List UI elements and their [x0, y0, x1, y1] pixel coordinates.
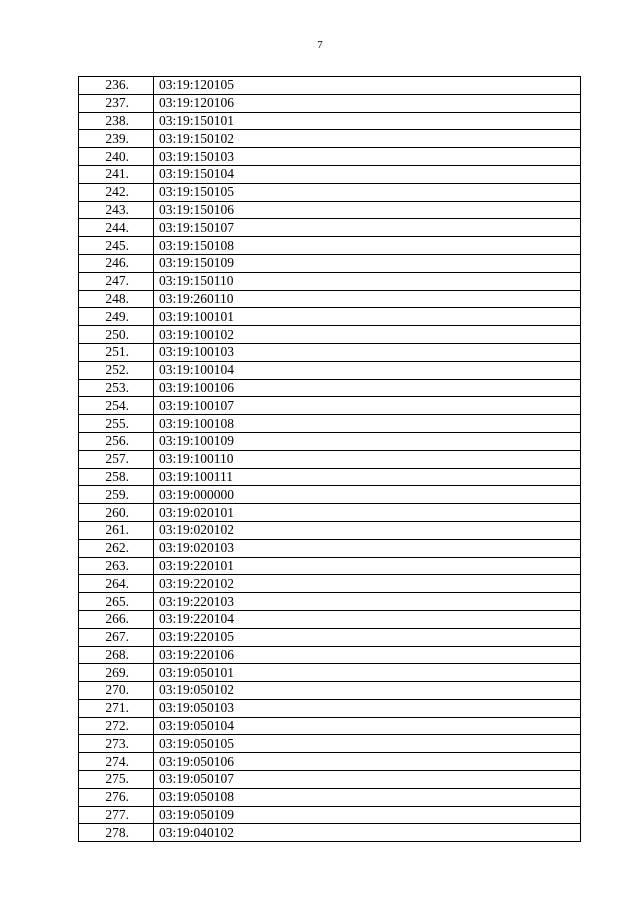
- table-row: [79, 664, 581, 682]
- cadastral-code-cell: 03:19:020103: [154, 539, 581, 557]
- cadastral-code-cell: 03:19:100107: [154, 397, 581, 415]
- row-number-cell: 250.: [79, 326, 154, 344]
- cadastral-code-cell: 03:19:150102: [154, 130, 581, 148]
- row-number-cell: 241.: [79, 165, 154, 183]
- table-row: [79, 254, 581, 272]
- row-number-cell: 249.: [79, 308, 154, 326]
- row-number-cell: 247.: [79, 272, 154, 290]
- row-number-cell: 248.: [79, 290, 154, 308]
- row-number-cell: 269.: [79, 664, 154, 682]
- cadastral-code-cell: 03:19:220101: [154, 557, 581, 575]
- cadastral-code-cell: 03:19:100111: [154, 468, 581, 486]
- row-number-cell: 262.: [79, 539, 154, 557]
- cadastral-code-cell: 03:19:050103: [154, 699, 581, 717]
- table-row: [79, 112, 581, 130]
- table-row: [79, 539, 581, 557]
- table-body: [79, 77, 581, 842]
- table-row: [79, 183, 581, 201]
- row-number-cell: 242.: [79, 183, 154, 201]
- cadastral-code-cell: 03:19:100108: [154, 415, 581, 433]
- cadastral-code-cell: 03:19:050108: [154, 788, 581, 806]
- cadastral-code-cell: 03:19:100106: [154, 379, 581, 397]
- cadastral-code-cell: 03:19:050102: [154, 682, 581, 700]
- cadastral-code-cell: 03:19:120105: [154, 77, 581, 95]
- table-row: [79, 593, 581, 611]
- cadastral-code-cell: 03:19:020101: [154, 504, 581, 522]
- cadastral-code-cell: 03:19:100109: [154, 432, 581, 450]
- row-number-cell: 243.: [79, 201, 154, 219]
- table-row: [79, 326, 581, 344]
- cadastral-code-cell: 03:19:220104: [154, 610, 581, 628]
- table-row: [79, 219, 581, 237]
- row-number-cell: 244.: [79, 219, 154, 237]
- table-row: [79, 699, 581, 717]
- table-row: [79, 148, 581, 166]
- cadastral-code-cell: 03:19:050106: [154, 753, 581, 771]
- cadastral-code-cell: 03:19:100104: [154, 361, 581, 379]
- table-row: [79, 771, 581, 789]
- row-number-cell: 246.: [79, 254, 154, 272]
- table-row: [79, 735, 581, 753]
- row-number-cell: 261.: [79, 521, 154, 539]
- table-row: [79, 165, 581, 183]
- cadastral-code-cell: 03:19:100103: [154, 343, 581, 361]
- cadastral-quarter-table: [78, 76, 581, 842]
- row-number-cell: 245.: [79, 237, 154, 255]
- table-row: [79, 308, 581, 326]
- table-row: [79, 717, 581, 735]
- table-row: [79, 379, 581, 397]
- cadastral-code-cell: 03:19:050105: [154, 735, 581, 753]
- table-row: [79, 201, 581, 219]
- table-row: [79, 521, 581, 539]
- row-number-cell: 236.: [79, 77, 154, 95]
- row-number-cell: 256.: [79, 432, 154, 450]
- table-row: [79, 610, 581, 628]
- cadastral-code-cell: 03:19:150107: [154, 219, 581, 237]
- row-number-cell: 252.: [79, 361, 154, 379]
- row-number-cell: 265.: [79, 593, 154, 611]
- cadastral-code-cell: 03:19:100110: [154, 450, 581, 468]
- table-row: [79, 806, 581, 824]
- row-number-cell: 259.: [79, 486, 154, 504]
- row-number-cell: 275.: [79, 771, 154, 789]
- row-number-cell: 237.: [79, 94, 154, 112]
- cadastral-code-cell: 03:19:220103: [154, 593, 581, 611]
- cadastral-code-cell: 03:19:050107: [154, 771, 581, 789]
- row-number-cell: 264.: [79, 575, 154, 593]
- row-number-cell: 253.: [79, 379, 154, 397]
- table-row: [79, 557, 581, 575]
- row-number-cell: 239.: [79, 130, 154, 148]
- row-number-cell: 274.: [79, 753, 154, 771]
- cadastral-code-cell: 03:19:050104: [154, 717, 581, 735]
- cadastral-code-cell: 03:19:150110: [154, 272, 581, 290]
- table-row: [79, 432, 581, 450]
- table-row: [79, 361, 581, 379]
- cadastral-code-cell: 03:19:150105: [154, 183, 581, 201]
- table-row: [79, 130, 581, 148]
- row-number-cell: 251.: [79, 343, 154, 361]
- table-row: [79, 397, 581, 415]
- cadastral-code-cell: 03:19:100101: [154, 308, 581, 326]
- table-row: [79, 290, 581, 308]
- table-row: [79, 486, 581, 504]
- cadastral-code-cell: 03:19:100102: [154, 326, 581, 344]
- row-number-cell: 238.: [79, 112, 154, 130]
- row-number-cell: 267.: [79, 628, 154, 646]
- cadastral-code-cell: 03:19:150103: [154, 148, 581, 166]
- row-number-cell: 255.: [79, 415, 154, 433]
- row-number-cell: 271.: [79, 699, 154, 717]
- row-number-cell: 254.: [79, 397, 154, 415]
- table-row: [79, 575, 581, 593]
- cadastral-code-cell: 03:19:050101: [154, 664, 581, 682]
- table-row: [79, 753, 581, 771]
- row-number-cell: 270.: [79, 682, 154, 700]
- table-row: [79, 468, 581, 486]
- cadastral-code-cell: 03:19:150109: [154, 254, 581, 272]
- cadastral-code-cell: 03:19:220105: [154, 628, 581, 646]
- table-row: [79, 415, 581, 433]
- table-row: [79, 94, 581, 112]
- table-row: [79, 343, 581, 361]
- cadastral-code-cell: 03:19:120106: [154, 94, 581, 112]
- cadastral-code-cell: 03:19:220106: [154, 646, 581, 664]
- table-row: [79, 788, 581, 806]
- row-number-cell: 240.: [79, 148, 154, 166]
- row-number-cell: 276.: [79, 788, 154, 806]
- table-row: [79, 272, 581, 290]
- table-row: [79, 824, 581, 842]
- table-row: [79, 77, 581, 95]
- row-number-cell: 257.: [79, 450, 154, 468]
- cadastral-code-cell: 03:19:150108: [154, 237, 581, 255]
- table-row: [79, 450, 581, 468]
- table-row: [79, 682, 581, 700]
- row-number-cell: 268.: [79, 646, 154, 664]
- cadastral-code-cell: 03:19:000000: [154, 486, 581, 504]
- cadastral-code-cell: 03:19:260110: [154, 290, 581, 308]
- row-number-cell: 263.: [79, 557, 154, 575]
- row-number-cell: 273.: [79, 735, 154, 753]
- cadastral-code-cell: 03:19:220102: [154, 575, 581, 593]
- table-row: [79, 646, 581, 664]
- page-number: 7: [317, 39, 323, 51]
- row-number-cell: 258.: [79, 468, 154, 486]
- table-row: [79, 628, 581, 646]
- cadastral-code-cell: 03:19:050109: [154, 806, 581, 824]
- cadastral-code-cell: 03:19:150104: [154, 165, 581, 183]
- row-number-cell: 266.: [79, 610, 154, 628]
- row-number-cell: 272.: [79, 717, 154, 735]
- cadastral-code-cell: 03:19:020102: [154, 521, 581, 539]
- row-number-cell: 277.: [79, 806, 154, 824]
- cadastral-code-cell: 03:19:150106: [154, 201, 581, 219]
- row-number-cell: 278.: [79, 824, 154, 842]
- row-number-cell: 260.: [79, 504, 154, 522]
- cadastral-code-cell: 03:19:150101: [154, 112, 581, 130]
- table-row: [79, 504, 581, 522]
- cadastral-code-cell: 03:19:040102: [154, 824, 581, 842]
- table-row: [79, 237, 581, 255]
